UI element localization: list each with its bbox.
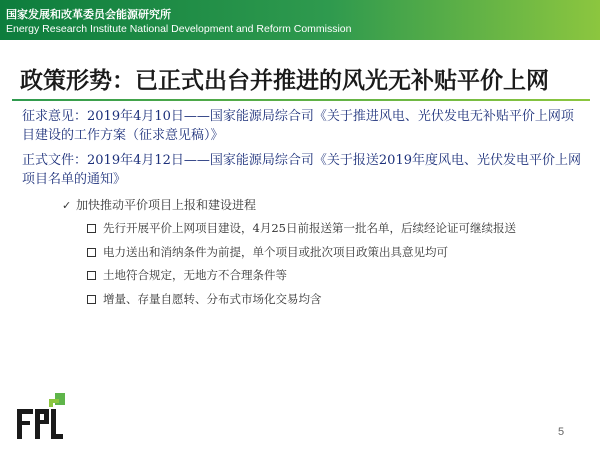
square-icon <box>87 271 96 280</box>
square-icon <box>87 248 96 257</box>
bullet-text: 加快推动平价项目上报和建设进程 <box>76 198 257 212</box>
list-item <box>87 244 516 268</box>
list-item <box>87 267 516 291</box>
consultation-paragraph: 征求意见：2019年4月10日——国家能源局综合司《关于推进风电、光伏发电无补贴平价上网项目建设的工作方案（征求意见稿）》 <box>22 109 574 143</box>
slide-title: 政策形势：已正式出台并推进的风光无补贴平价上网 <box>20 68 549 94</box>
square-icon <box>87 224 96 233</box>
list-item-text: 电力送出和消纳条件为前提，单个项目或批次项目政策出具意见均可 <box>103 244 448 259</box>
page-number: 5 <box>558 426 565 438</box>
header-banner <box>0 0 600 40</box>
list-item-text: 增量、存量自愿转、分布式市场化交易均含 <box>103 291 322 306</box>
official-document-paragraph: 正式文件：2019年4月12日——国家能源局综合司《关于报送2019年度风电、光伏发电平价上网项目名单的通知》 <box>22 153 581 187</box>
list-item <box>87 220 516 244</box>
bullet-item <box>62 196 256 213</box>
org-name-en: Energy Research Institute National Development and Reform Commission <box>6 23 352 35</box>
sub-bullet-list <box>87 220 516 314</box>
list-item-text: 土地符合规定，无地方不合理条件等 <box>103 268 287 282</box>
eri-logo-icon <box>15 393 65 441</box>
title-divider <box>12 99 590 101</box>
list-item-text: 先行开展平价上网项目建设，4月25日前报送第一批名单，后续经论证可继续报送 <box>103 221 516 235</box>
org-name-cn: 国家发展和改革委员会能源研究所 <box>6 8 171 21</box>
check-icon: ✓ <box>62 199 72 212</box>
square-icon <box>87 295 96 304</box>
list-item <box>87 291 516 315</box>
